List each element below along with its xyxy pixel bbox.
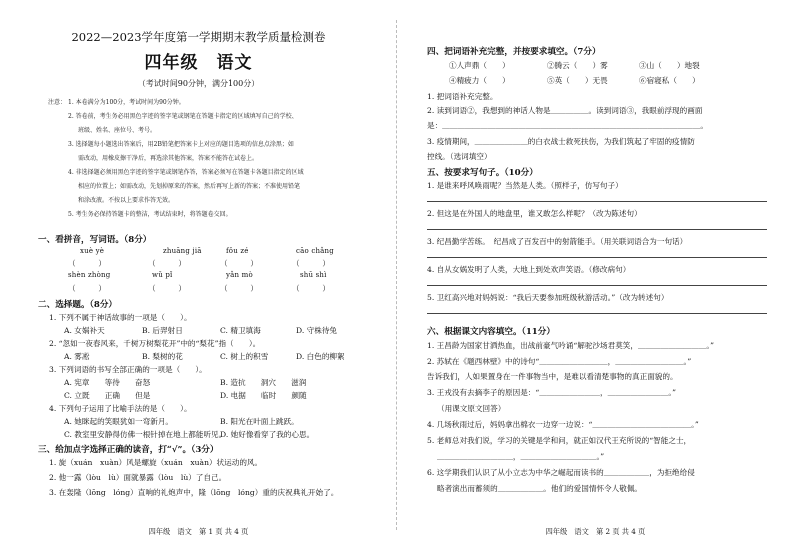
word-blank[interactable]: ①人声鼎（ ） (449, 61, 510, 70)
note-line: 班级、姓名、座位号、考号。 (78, 127, 157, 134)
question: 4. 几场秋雨过后，妈妈拿出棉衣一边穿一边说：“＿＿＿＿＿＿＿＿＿＿＿＿＿。” (427, 420, 699, 429)
word-blank[interactable]: ④精疲力（ ） (449, 76, 510, 85)
question: 6. 这学期我们认识了从小立志为中华之崛起而读书的＿＿＿＿＿＿，为拒绝给侵 (427, 468, 695, 477)
question: 5. 卫红高兴地对妈妈说：“我后天要参加班级秋游活动。”（改为转述句） (427, 293, 669, 302)
option[interactable]: A. 她眯起的笑眼犹如一弯新月。 (64, 417, 174, 426)
question: 3. 疫情期间，＿＿＿＿＿＿＿的白衣战士救死扶伤，为我们筑起了牢固的疫情防 (427, 137, 695, 146)
option[interactable]: A. 宪章 等待 奋怒 (64, 378, 151, 387)
question: 是：＿＿＿＿＿＿＿＿＿＿＿＿＿＿＿＿＿＿＿＿＿＿＿＿＿＿＿＿＿＿＿＿＿＿。 (427, 121, 708, 130)
option[interactable]: A. 雾凇 (64, 352, 90, 361)
answer-box[interactable]: （ ） (220, 284, 258, 293)
exam-title: 2022—2023学年度第一学期期末教学质量检测卷 (71, 30, 326, 44)
option[interactable]: D. 电据 临时 颜随 (220, 391, 307, 400)
answer-box[interactable]: （ ） (292, 284, 330, 293)
note-line: 和涂改液。不按以上要求作答无效。 (78, 197, 175, 204)
section-1-heading: 一、看拼音，写词语。（8分） (38, 235, 152, 245)
word-blank[interactable]: ③山（ ）地裂 (639, 61, 700, 70)
section-5-heading: 五、按要求写句子。（10分） (427, 168, 538, 178)
pinyin: shèn zhòng (68, 271, 111, 279)
section-2-heading: 二、选择题。（8分） (38, 300, 118, 310)
answer-box[interactable]: （ ） (148, 284, 186, 293)
option[interactable]: C. 精卫填海 (220, 326, 261, 335)
question: 2. 苏轼在《题西林壁》中的诗句“＿＿＿＿＿＿＿＿＿，＿＿＿＿＿＿＿＿＿。” (427, 357, 692, 366)
answer-box[interactable]: （ ） (220, 259, 258, 268)
question: 3. 王戎没有去摘李子的原因是：“＿＿＿＿＿＿＿＿，＿＿＿＿＿＿＿＿。” (427, 388, 677, 397)
grade-subject: 四年级 语文 (144, 53, 253, 73)
question: 4. 自从女娲发明了人类，大地上到处欢声笑语。（修改病句） (427, 265, 631, 274)
option[interactable]: D. 白色的柳絮 (296, 352, 345, 361)
question: 3. 在轰隆（lōng lóng）直响的礼炮声中，隆（lōng lóng）重的庆祝典礼开始了。 (49, 488, 339, 497)
word-blank[interactable]: ⑤英（ ）无畏 (547, 76, 608, 85)
pinyin: fǒu zé (226, 247, 249, 255)
page-footer: 四年级 语文 第 2 页 共 4 页 (545, 527, 646, 536)
option[interactable]: C. 立既 正确 但是 (64, 391, 151, 400)
answer-box[interactable]: （ ） (148, 259, 186, 268)
question: 2. 读到词语②，我想到的神话人物是＿＿＿＿＿。读到词语③，我眼前浮现的画面 (427, 106, 703, 115)
pinyin: wǔ pǐ (152, 271, 173, 279)
note-line: 3. 选择题每小题选出答案后，用2B铅笔把答案卡上对应的题目选项的信息点涂黑；如 (68, 141, 294, 148)
pinyin: zhuāng jiā (163, 247, 202, 255)
option[interactable]: D. 她好像看穿了我的心思。 (220, 430, 315, 439)
section-3-heading: 三、给加点字选择正确的读音，打“√”。（3分） (38, 445, 219, 455)
note-line: 4. 非选择题必须用黑色字迹的签字笔或钢笔作答，答案必须写在答题卡各题目指定的区域 (68, 169, 304, 176)
section-4-heading: 四、把词语补充完整，并按要求填空。（7分） (427, 47, 601, 57)
exam-info: （考试时间90分钟，满分100分） (137, 79, 260, 88)
question: 1. 是谁来呼风唤雨呢？当然是人类。（照样子，仿写句子） (427, 181, 623, 190)
note-line: 5. 考生务必保持答题卡的整洁，考试结束时，将答题卷交回。 (68, 211, 232, 218)
section-6-heading: 六、根据课文内容填空。（11分） (427, 327, 555, 337)
note-line: 2. 答卷前，考生务必用黑色字迹的签字笔或钢笔在答题卡指定的区域填写自己的学校、 (68, 113, 298, 120)
option[interactable]: B. 后羿射日 (142, 326, 183, 335)
pinyin: cāo chǎng (296, 247, 334, 255)
question: 5. 老师总对我们说，学习的关键是学和问，就正如汉代王充所说的“智能之士， (427, 436, 692, 445)
question: 2. 他一露（lòu lù）面就暴露（lòu lù）了自己。 (49, 473, 227, 482)
answer-line[interactable] (427, 285, 767, 286)
question: 控线。（选词填空） (427, 152, 492, 161)
answer-box[interactable]: （ ） (68, 259, 106, 268)
page-footer: 四年级 语文 第 1 页 共 4 页 (148, 527, 249, 536)
note-line: 1. 本卷满分为100分，考试时间为90分钟。 (68, 99, 185, 106)
option[interactable]: B. 阳光在叶面上跳跃。 (220, 417, 299, 426)
pinyin: yǎn mò (226, 271, 253, 279)
question: 2. 但这是在外国人的地盘里，谁又敢怎么样呢？（改为陈述句） (427, 209, 642, 218)
page-right (397, 0, 794, 550)
option[interactable]: B. 造抗 洞穴 滋润 (220, 378, 307, 387)
pinyin: shū shì (300, 271, 327, 279)
option[interactable]: D. 守株待兔 (296, 326, 338, 335)
question: 3. 纪昌勤学苦练。 纪昌成了百发百中的射箭能手。（用关联词语合为一句话） (427, 237, 688, 246)
note-line: 需改动，用橡皮擦干净后，再选涂其他答案，答案不能答在试卷上。 (78, 155, 259, 162)
question: 3. 下列词语的书写全部正确的一项是（ ）。 (49, 365, 207, 374)
question: 略者演出而蓄须的＿＿＿＿＿＿。他们的爱国情怀令人敬佩。 (437, 484, 643, 493)
option[interactable]: C. 教室里安静得仿佛一根针掉在地上都能听见。 (64, 430, 227, 439)
option[interactable]: C. 树上的积雪 (220, 352, 269, 361)
question: 4. 下列句子运用了比喻手法的是（ ）。 (49, 404, 192, 413)
answer-box[interactable]: （ ） (292, 259, 330, 268)
note-line: 相应的位置上；如需改动，先划掉原来的答案，然后再写上新的答案；不准使用铅笔 (78, 183, 301, 190)
pinyin: xuè yè (80, 247, 105, 255)
answer-line[interactable] (427, 229, 767, 230)
answer-line[interactable] (427, 201, 767, 202)
question: （用课文原文回答） (437, 404, 506, 413)
question: 2. “忽如一夜春风来，千树万树梨花开”中的“梨花”指（ ）。 (49, 339, 261, 348)
option[interactable]: B. 梨树的花 (142, 352, 183, 361)
notes-label: 注意： (48, 99, 67, 106)
question: 1. 下列不属于神话故事的一项是（ ）。 (49, 313, 192, 322)
answer-box[interactable]: （ ） (68, 284, 106, 293)
answer-line[interactable] (427, 257, 767, 258)
question: 1. 把词语补充完整。 (427, 92, 498, 101)
option[interactable]: A. 女娲补天 (64, 326, 105, 335)
question: 1. 旋（xuán xuàn）风是螺旋（xuán xuàn）状运动的风。 (49, 458, 263, 467)
word-blank[interactable]: ⑥宿寝私（ ） (639, 76, 700, 85)
question: 1. 王昌龄为国家甘洒热血，出战前豪气吟诵“解驼沙场君莫笑，＿＿＿＿＿＿＿＿＿。” (427, 341, 714, 350)
word-blank[interactable]: ②腾云（ ）雾 (547, 61, 608, 70)
question: ＿＿＿＿＿＿＿＿＿＿，＿＿＿＿＿＿＿＿＿＿。” (437, 452, 605, 461)
question: 告诉我们，人如果置身在一件事物当中，是难以看清楚事物的真正面貌的。 (427, 372, 678, 381)
answer-line[interactable] (427, 313, 767, 314)
